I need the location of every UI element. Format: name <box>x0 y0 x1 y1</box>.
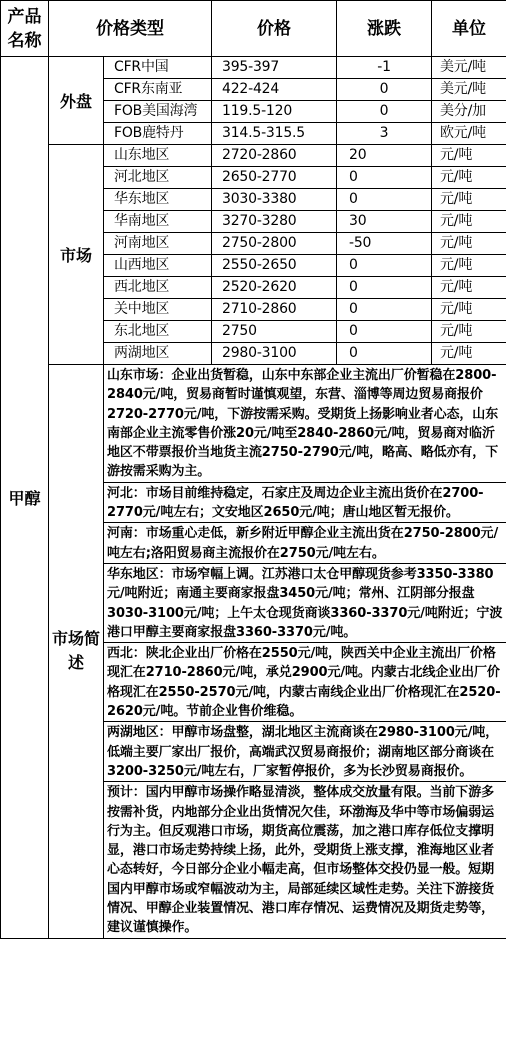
commentary-northwest: 西北：陕北企业出厂价格在2550元/吨，陕西关中企业主流出厂价格现汇在2710-2860元/吨，承兑2900元/吨。内蒙古北线企业出厂价格现汇在2550-2570元/吨，内蒙古南线企业出厂价格现汇在2520-2620元/吨。节前企业售价维稳。 <box>104 643 506 722</box>
price-cell: 314.5-315.5 <box>212 123 337 145</box>
price-type-cell: CFR东南亚 <box>104 79 212 101</box>
change-cell: 0 <box>337 299 432 321</box>
unit-cell: 元/吨 <box>432 211 506 233</box>
header-price: 价格 <box>212 1 337 57</box>
change-cell: 0 <box>337 277 432 299</box>
price-type-cell: 山东地区 <box>104 145 212 167</box>
commentary-henan: 河南：市场重心走低，新乡附近甲醇企业主流出货在2750-2800元/吨左右;洛阳贸易商主流报价在2750元/吨左右。 <box>104 523 506 564</box>
unit-cell: 美分/加 <box>432 101 506 123</box>
unit-cell: 美元/吨 <box>432 57 506 79</box>
price-cell: 3030-3380 <box>212 189 337 211</box>
header-price-type: 价格类型 <box>49 1 212 57</box>
price-type-cell: 山西地区 <box>104 255 212 277</box>
change-cell: 20 <box>337 145 432 167</box>
price-cell: 119.5-120 <box>212 101 337 123</box>
price-type-cell: FOB鹿特丹 <box>104 123 212 145</box>
price-cell: 422-424 <box>212 79 337 101</box>
market-commentary-label: 市场简述 <box>49 365 104 939</box>
unit-cell: 元/吨 <box>432 233 506 255</box>
change-cell: 0 <box>337 101 432 123</box>
commentary-hubei-hunan: 两湖地区：甲醇市场盘整，湖北地区主流商谈在2980-3100元/吨，低端主要厂家出厂报价，高端武汉贸易商报价；湖南地区部分商谈在3200-3250元/吨左右，厂家暂停报价，多为长沙贸易商报价。 <box>104 722 506 782</box>
change-cell: 0 <box>337 79 432 101</box>
unit-cell: 美元/吨 <box>432 79 506 101</box>
price-type-cell: 华东地区 <box>104 189 212 211</box>
commentary-hebei: 河北：市场目前维持稳定，石家庄及周边企业主流出货价在2700-2770元/吨左右；文安地区2650元/吨；唐山地区暂无报价。 <box>104 482 506 523</box>
header-unit: 单位 <box>432 1 506 57</box>
change-cell: 30 <box>337 211 432 233</box>
change-cell: 0 <box>337 343 432 365</box>
outer-market-label: 外盘 <box>49 57 104 145</box>
unit-cell: 元/吨 <box>432 277 506 299</box>
commentary-forecast: 预计：国内甲醇市场操作略显清淡，整体成交放量有限。当前下游多按需补货，内地部分企业出货情况欠佳，环渤海及华中等市场偏弱运行为主。但反观港口市场，期货高位震荡，加之港口库存低位支撑明显，港口市场走势持续上扬，此外，受期货上涨支撑，淮海地区业者心态转好，今日部分企业小幅走高，但市场整体交投仍显一般。短期国内甲醇市场或窄幅波动为主，局部延续区域性走势。关注下游接货情况、甲醇企业装置情况、港口库存情况、运费情况及期货走势等，建议谨慎操作。 <box>104 782 506 938</box>
price-cell: 2650-2770 <box>212 167 337 189</box>
domestic-market-label: 市场 <box>49 145 104 365</box>
price-cell: 395-397 <box>212 57 337 79</box>
price-type-cell: 华南地区 <box>104 211 212 233</box>
price-type-cell: 两湖地区 <box>104 343 212 365</box>
change-cell: -1 <box>337 57 432 79</box>
price-cell: 2550-2650 <box>212 255 337 277</box>
header-product-name: 产品名称 <box>1 1 49 57</box>
price-cell: 3270-3280 <box>212 211 337 233</box>
price-type-cell: 关中地区 <box>104 299 212 321</box>
change-cell: 0 <box>337 167 432 189</box>
price-type-cell: 河北地区 <box>104 167 212 189</box>
change-cell: -50 <box>337 233 432 255</box>
unit-cell: 元/吨 <box>432 299 506 321</box>
price-type-cell: 河南地区 <box>104 233 212 255</box>
table-row <box>1 57 506 79</box>
unit-cell: 元/吨 <box>432 145 506 167</box>
unit-cell: 元/吨 <box>432 189 506 211</box>
commentary-shandong: 山东市场：企业出货暂稳，山东中东部企业主流出厂价暂稳在2800-2840元/吨，贸易商暂时谨慎观望，东营、淄博等周边贸易商报价2720-2770元/吨，下游按需采购。受期货上扬影响业者心态，山东南部企业主流零售价涨20元/吨至2840-2860元/吨，贸易商对临沂地区不带票报价当地货主流2750-2790元/吨，略高、略低亦有，下游按需采购为主。 <box>104 365 506 483</box>
price-type-cell: 东北地区 <box>104 321 212 343</box>
change-cell: 0 <box>337 189 432 211</box>
header-change: 涨跌 <box>337 1 432 57</box>
price-cell: 2710-2860 <box>212 299 337 321</box>
commentary-east-china: 华东地区：市场窄幅上调。江苏港口太仓甲醇现货参考3350-3380元/吨附近；南通主要商家报盘3450元/吨；常州、江阴部分报盘3030-3100元/吨；上午太仓现货商谈3360-3370元/吨附近；宁波港口甲醇主要商家报盘3360-3370元/吨。 <box>104 563 506 642</box>
change-cell: 3 <box>337 123 432 145</box>
unit-cell: 元/吨 <box>432 255 506 277</box>
change-cell: 0 <box>337 321 432 343</box>
price-type-cell: 西北地区 <box>104 277 212 299</box>
table-row <box>1 145 506 167</box>
commentary-row <box>1 365 506 483</box>
unit-cell: 元/吨 <box>432 321 506 343</box>
unit-cell: 元/吨 <box>432 343 506 365</box>
price-type-cell: CFR中国 <box>104 57 212 79</box>
price-cell: 2750-2800 <box>212 233 337 255</box>
product-name-cell: 甲醇 <box>1 57 49 939</box>
change-cell: 0 <box>337 255 432 277</box>
price-cell: 2750 <box>212 321 337 343</box>
price-cell: 2520-2620 <box>212 277 337 299</box>
price-type-cell: FOB美国海湾 <box>104 101 212 123</box>
unit-cell: 元/吨 <box>432 167 506 189</box>
price-cell: 2720-2860 <box>212 145 337 167</box>
price-cell: 2980-3100 <box>212 343 337 365</box>
header-row <box>1 1 506 57</box>
unit-cell: 欧元/吨 <box>432 123 506 145</box>
